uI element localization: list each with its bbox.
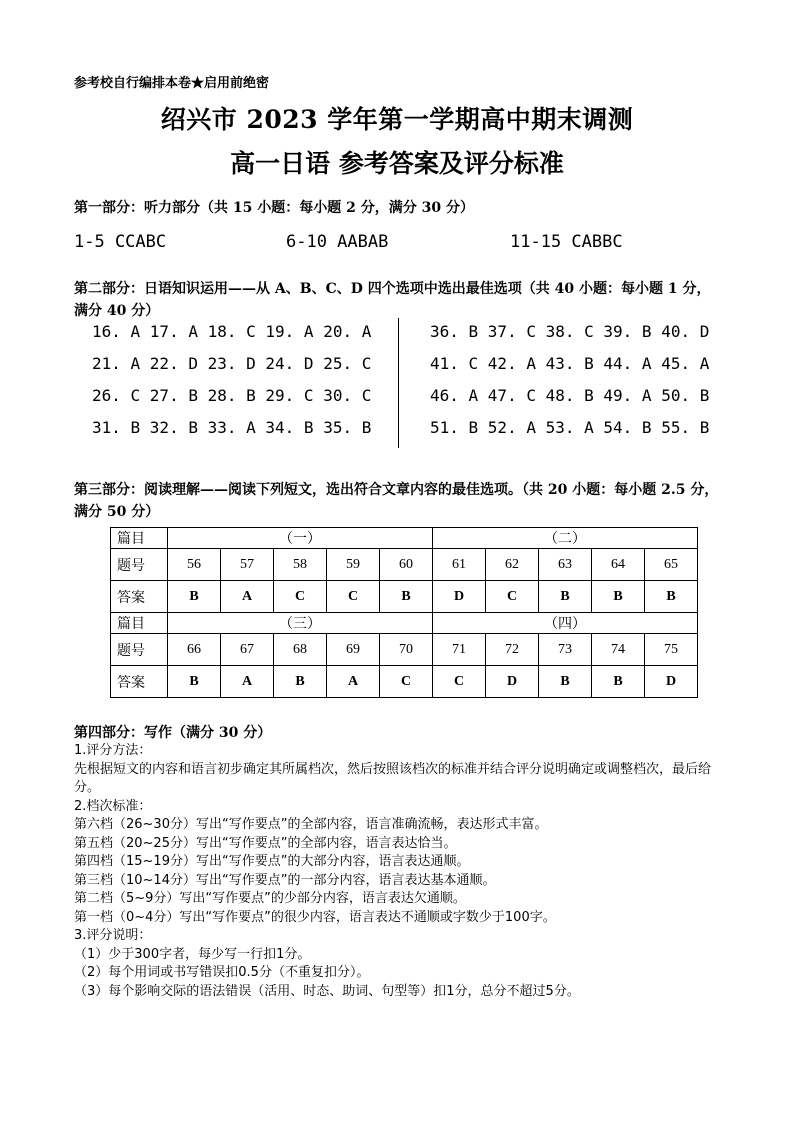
question-number: 63	[539, 549, 592, 581]
question-number: 59	[327, 549, 380, 581]
number-label: 题号	[111, 634, 168, 666]
question-number: 69	[327, 634, 380, 666]
grade-5: 第五档（20~25分）写出“写作要点”的全部内容，语言表达恰当。	[74, 835, 457, 851]
note-3: （3）每个影响交际的语法错误（活用、时态、助词、句型等）扣1分，总分不超过5分。	[74, 983, 580, 999]
question-number: 56	[168, 549, 221, 581]
passage-title: （三）	[168, 613, 433, 634]
question-number: 68	[274, 634, 327, 666]
grade-4: 第四档（15~19分）写出“写作要点”的大部分内容，语言表达通顺。	[74, 854, 470, 869]
answer-cell: C	[486, 581, 539, 613]
answer-cell: C	[380, 666, 433, 698]
answer-cell: B	[645, 581, 698, 613]
part4-heading: 第四部分：写作（满分 30 分）	[74, 725, 272, 741]
question-number: 72	[486, 634, 539, 666]
answer-cell: B	[274, 666, 327, 698]
answer-row: 21. A 22. D 23. D 24. D 25. C	[92, 354, 372, 373]
answer-cell: D	[486, 666, 539, 698]
answer-row: 31. B 32. B 33. A 34. B 35. B	[92, 418, 372, 437]
answer-row: 51. B 52. A 53. A 54. B 55. B	[430, 418, 710, 437]
passage-title: （二）	[433, 528, 698, 549]
method-text: 先根据短文的内容和语言初步确定其所属档次，然后按照该档次的标准并结合评分说明确定或调整档次，最后给分。	[74, 761, 712, 795]
answer-row: 16. A 17. A 18. C 19. A 20. A	[92, 322, 372, 341]
passage-label: 篇目	[111, 528, 168, 549]
passage-title: （四）	[433, 613, 698, 634]
question-number: 61	[433, 549, 486, 581]
column-divider	[398, 318, 399, 448]
listening-answers-1: 1-5 CCABC	[74, 232, 167, 252]
answer-cell: B	[380, 581, 433, 613]
answer-row	[111, 581, 698, 613]
question-number: 71	[433, 634, 486, 666]
number-row	[111, 634, 698, 666]
answer-cell: A	[327, 666, 380, 698]
number-row	[111, 549, 698, 581]
reading-answer-table	[110, 527, 698, 698]
answer-cell: B	[168, 666, 221, 698]
question-number: 64	[592, 549, 645, 581]
answer-row: 26. C 27. B 28. B 29. C 30. C	[92, 386, 372, 405]
answer-cell: A	[221, 581, 274, 613]
answer-row: 36. B 37. C 38. C 39. B 40. D	[430, 322, 710, 341]
grades-title: 2.档次标准：	[74, 798, 152, 814]
answer-cell: B	[592, 581, 645, 613]
confidential-note: 参考校自行编排本卷★启用前绝密	[74, 76, 270, 91]
passage-row	[111, 613, 698, 634]
answer-cell: B	[168, 581, 221, 613]
part1-heading: 第一部分：听力部分（共 15 小题：每小题 2 分，满分 30 分）	[74, 200, 474, 216]
question-number: 58	[274, 549, 327, 581]
passage-title: （一）	[168, 528, 433, 549]
answer-label: 答案	[111, 581, 168, 613]
question-number: 57	[221, 549, 274, 581]
question-number: 66	[168, 634, 221, 666]
question-number: 73	[539, 634, 592, 666]
passage-label: 篇目	[111, 613, 168, 634]
answer-row: 41. C 42. A 43. B 44. A 45. A	[430, 354, 710, 373]
grade-2: 第二档（5~9分）写出“写作要点”的少部分内容，语言表达欠通顺。	[74, 891, 466, 906]
answer-cell: A	[221, 666, 274, 698]
answer-label: 答案	[111, 666, 168, 698]
question-number: 60	[380, 549, 433, 581]
question-number: 67	[221, 634, 274, 666]
answer-cell: B	[592, 666, 645, 698]
answer-cell: B	[539, 581, 592, 613]
answer-cell: B	[539, 666, 592, 698]
writing-criteria	[74, 742, 734, 1001]
method-title: 1.评分方法：	[74, 743, 152, 758]
part2-heading: 第二部分：日语知识运用——从 A、B、C、D 四个选项中选出最佳选项（共 40 小题：每小题 1 分，满分 40 分）	[74, 281, 711, 319]
part3-heading: 第三部分：阅读理解——阅读下列短文，选出符合文章内容的最佳选项。（共 20 小题：每小题 2.5 分，满分 50 分）	[74, 482, 719, 520]
note-2: （2）每个用词或书写错误扣0.5分（不重复扣分）。	[74, 965, 370, 980]
question-number: 65	[645, 549, 698, 581]
listening-answers-2: 6-10 AABAB	[286, 232, 389, 252]
answer-cell: C	[327, 581, 380, 613]
question-number: 75	[645, 634, 698, 666]
question-number: 74	[592, 634, 645, 666]
listening-answers-3: 11-15 CABBC	[510, 232, 623, 252]
passage-row	[111, 528, 698, 549]
answer-cell: D	[433, 581, 486, 613]
question-number: 62	[486, 549, 539, 581]
grade-6: 第六档（26~30分）写出“写作要点”的全部内容，语言准确流畅，表达形式丰富。	[74, 817, 548, 832]
document-title: 绍兴市 2023 学年第一学期高中期末调测	[160, 105, 634, 134]
grade-1: 第一档（0~4分）写出“写作要点”的很少内容，语言表达不通顺或字数少于100字。	[74, 909, 556, 925]
grade-3: 第三档（10~14分）写出“写作要点”的一部分内容，语言表达基本通顺。	[74, 872, 496, 888]
answer-row	[111, 666, 698, 698]
note-1: （1）少于300字者，每少写一行扣1分。	[74, 946, 311, 962]
document-subtitle: 高一日语 参考答案及评分标准	[230, 149, 564, 178]
answer-cell: C	[433, 666, 486, 698]
question-number: 70	[380, 634, 433, 666]
answer-cell: C	[274, 581, 327, 613]
notes-title: 3.评分说明：	[74, 928, 152, 943]
answer-cell: D	[645, 666, 698, 698]
number-label: 题号	[111, 549, 168, 581]
answer-row: 46. A 47. C 48. B 49. A 50. B	[430, 386, 710, 405]
